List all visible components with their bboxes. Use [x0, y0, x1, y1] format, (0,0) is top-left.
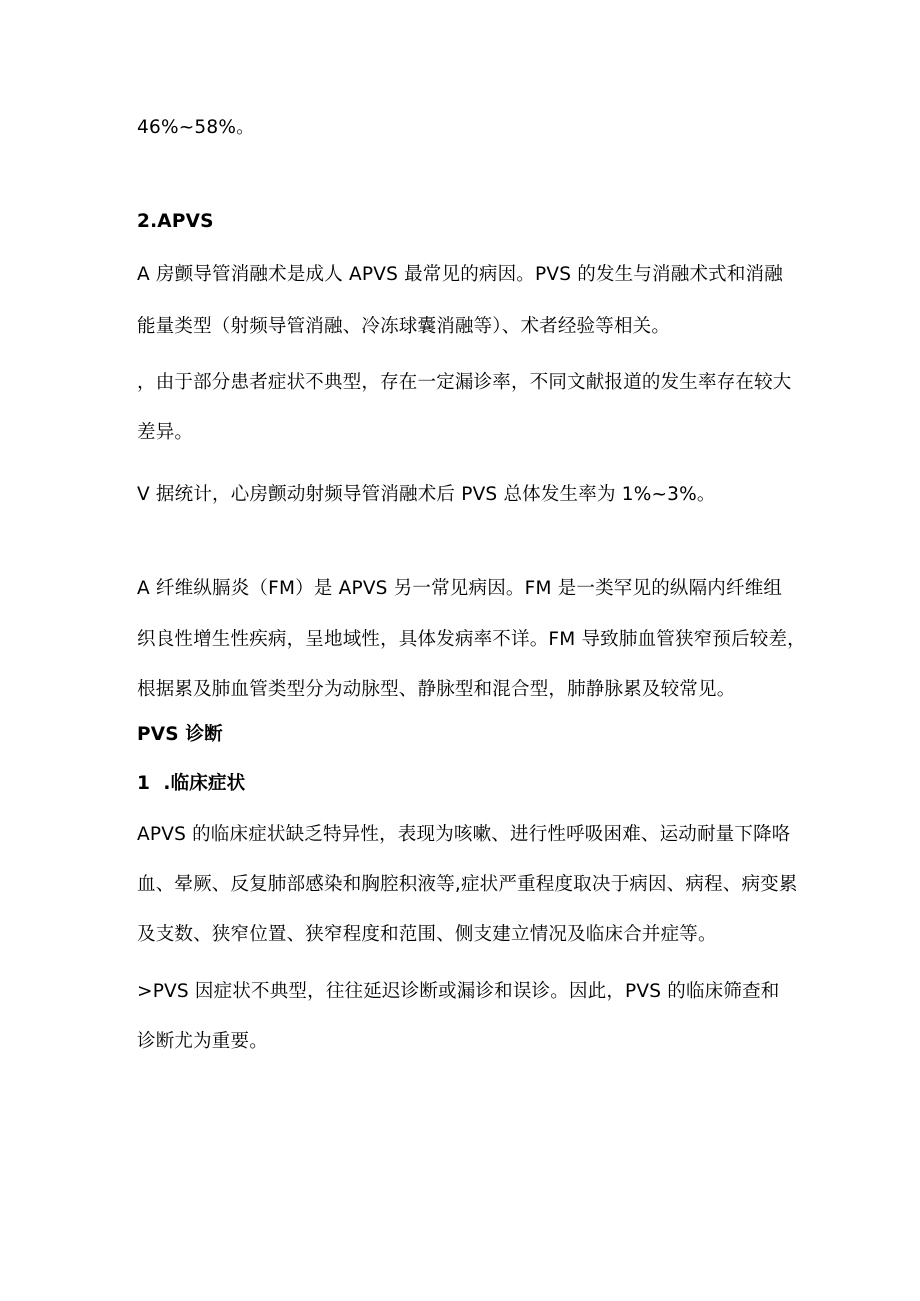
- top-fragment: 46%~58%。: [137, 117, 255, 138]
- apvs-para2-line2: 差异。: [137, 422, 194, 443]
- section-heading-apvs: 2.APVS: [137, 211, 214, 232]
- apvs-para3-line1: V 据统计，心房颤动射频导管消融术后 PVS 总体发生率为 1%~3%。: [137, 484, 716, 505]
- diagnosis-para1-line1: APVS 的临床症状缺乏特异性，表现为咳嗽、进行性呼吸困难、运动耐量下降咯: [137, 824, 791, 845]
- subheading-clinical-symptoms: 1 .临床症状: [137, 773, 246, 794]
- diagnosis-para1-line3: 及支数、狭窄位置、狭窄程度和范围、侧支建立情况及临床合并症等。: [137, 924, 717, 945]
- section-heading-diagnosis: PVS 诊断: [137, 724, 223, 745]
- apvs-para4-line1: A 纤维纵膈炎（FM）是 APVS 另一常见病因。FM 是一类罕见的纵隔内纤维组: [137, 578, 783, 599]
- apvs-para4-line2: 织良性增生性疾病，呈地域性，具体发病率不详。FM 导致肺血管狭窄预后较差，: [137, 629, 806, 650]
- apvs-para1-line2: 能量类型（射频导管消融、冷冻球囊消融等）、术者经验等相关。: [137, 316, 671, 337]
- apvs-para2-line1: ，由于部分患者症状不典型，存在一定漏诊率，不同文献报道的发生率存在较大: [137, 372, 792, 393]
- diagnosis-para2-line1: >PVS 因症状不典型，往往延迟诊断或漏诊和误诊。因此，PVS 的临床筛查和: [137, 981, 780, 1002]
- apvs-para4-line3: 根据累及肺血管类型分为动脉型、静脉型和混合型，肺静脉累及较常见。: [137, 679, 736, 700]
- diagnosis-para1-line2: 血、晕厥、反复肺部感染和胸腔积液等,症状严重程度取决于病因、病程、病变累: [137, 874, 798, 895]
- diagnosis-para2-line2: 诊断尤为重要。: [137, 1031, 268, 1052]
- apvs-para1-line1: A 房颤导管消融术是成人 APVS 最常见的病因。PVS 的发生与消融术式和消融: [137, 264, 783, 285]
